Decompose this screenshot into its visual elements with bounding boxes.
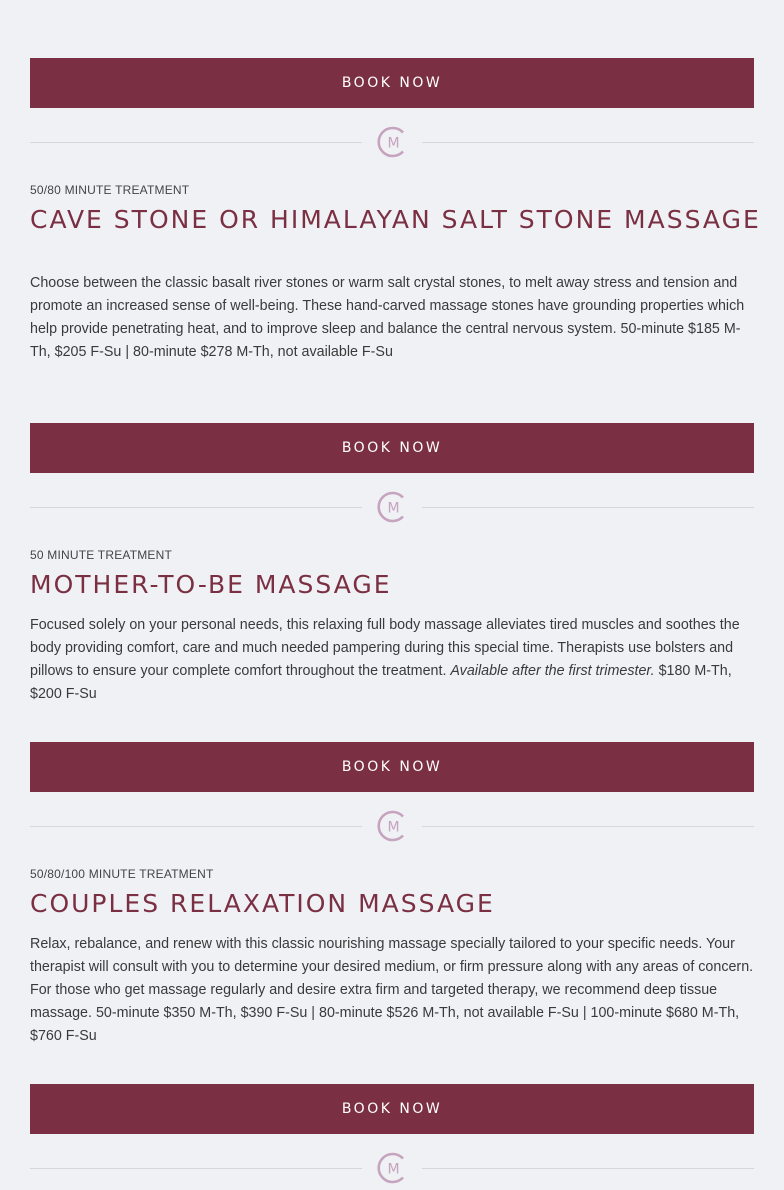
treatment-title: COUPLES RELAXATION MASSAGE [30,889,495,918]
divider-line [30,1168,362,1169]
divider-line [30,826,362,827]
divider-line [30,507,362,508]
treatment-description [30,614,754,706]
divider-line [30,142,362,143]
treatment-duration: 50/80/100 MINUTE TREATMENT [30,867,214,881]
logo-letter: M [387,819,400,836]
section-divider [30,1152,754,1186]
treatment-title: MOTHER-TO-BE MASSAGE [30,570,392,599]
treatment-description: Choose between the classic basalt river stones or warm salt crystal stones, to melt away stress and tension and promote an increased sense of well-being. These hand-carved massage stones have grounding properties which help provide penetrating heat, and to improve sleep and balance the central nervous system. 50-minute $185 M-Th, $205 F-Su | 80-minute $278 M-Th, not available F-Su [30,275,745,360]
divider-line [422,142,754,143]
logo-letter: M [387,135,400,152]
treatment-duration: 50 MINUTE TREATMENT [30,548,173,562]
cm-logo-icon [376,1152,408,1184]
book-now-button[interactable]: BOOK NOW [30,1084,754,1134]
treatment-title: CAVE STONE OR HIMALAYAN SALT STONE MASSAGE [30,205,761,234]
section-divider [30,491,754,525]
book-now-button[interactable]: BOOK NOW [30,742,754,792]
cm-logo-icon [376,126,408,158]
description-price: $180 M-Th, $200 F-Su [30,663,732,702]
cm-logo-icon [376,491,408,523]
cm-logo-icon [376,810,408,842]
section-divider [30,810,754,844]
divider-line [422,507,754,508]
book-now-button[interactable]: BOOK NOW [30,58,754,108]
treatment-duration: 50/80 MINUTE TREATMENT [30,183,190,197]
divider-line [422,826,754,827]
description-text: Focused solely on your personal needs, this relaxing full body massage alleviates tired muscles and soothes the body providing comfort, care and much needed pampering during this special time. Therapists use bolsters and pillows to ensure your complete comfort throughout the treatment. [30,617,740,679]
divider-line [422,1168,754,1169]
description-note: Available after the first trimester. [450,663,655,679]
treatment-description: Relax, rebalance, and renew with this classic nourishing massage specially tailored to your specific needs. Your therapist will consult with you to determine your desired medium, or firm pressure along with any areas of concern. For those who get massage regularly and desire extra firm and targeted therapy, we recommend deep tissue massage. 50-minute $350 M-Th, $390 F-Su | 80-minute $526 M-Th, not available F-Su | 100-minute $680 M-Th, $760 F-Su [30,936,754,1044]
section-divider [30,126,754,160]
logo-letter: M [387,1161,400,1178]
book-now-button[interactable]: BOOK NOW [30,423,754,473]
logo-letter: M [387,500,400,517]
